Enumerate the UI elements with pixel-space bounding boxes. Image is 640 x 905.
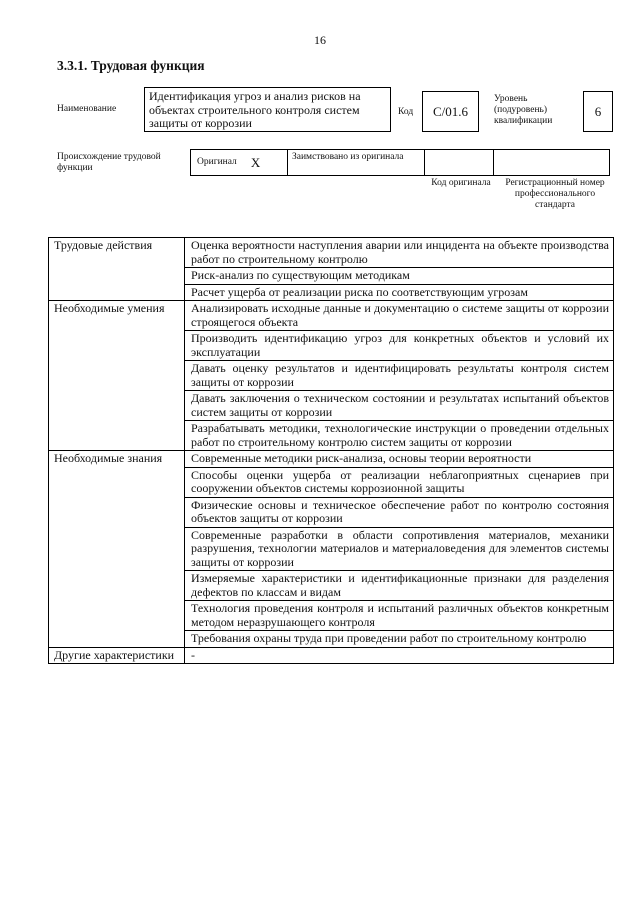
- code-label: Код: [398, 107, 414, 117]
- labor-function-table: [48, 237, 614, 664]
- qualification-level-value: 6: [583, 91, 613, 132]
- knowledge-item: Требования охраны труда при проведении работ по строительному контролю: [185, 631, 614, 648]
- labor-actions-label: Трудовые действия: [49, 238, 185, 301]
- origin-label: Происхождение трудовой функции: [57, 152, 161, 173]
- knowledge-item: Физические основы и техническое обеспечение работ по контролю состояния объектов защиты от коррозии: [185, 497, 614, 527]
- skill-item: Производить идентификацию угроз для конкретных объектов и условий их эксплуатации: [185, 331, 614, 361]
- code-original-cell: [424, 149, 494, 176]
- page-number: 16: [314, 33, 326, 47]
- skill-item: Разрабатывать методики, технологические инструкции о проведении отдельных работ по строительному контролю систем защиты от коррозии: [185, 421, 614, 451]
- knowledge-item: Современные разработки в области сопротивления материалов, механики разрушения, технологии материалов и материаловедения для элементов системы защиты от коррозии: [185, 527, 614, 571]
- borrowed-label: Заимствовано из оригинала: [287, 149, 425, 176]
- original-label: Оригинал: [197, 157, 237, 167]
- labor-action-item: Расчет ущерба от реализации риска по соответствующим угрозам: [185, 284, 614, 301]
- reg-number-caption: Регистрационный номер профессионального стандарта: [505, 178, 605, 210]
- table-row: [49, 238, 614, 268]
- section-title: 3.3.1. Трудовая функция: [57, 58, 205, 73]
- skills-label: Необходимые умения: [49, 301, 185, 451]
- name-label: Наименование: [57, 104, 117, 114]
- table-row: [49, 647, 614, 664]
- labor-action-item: Оценка вероятности наступления аварии или инцидента на объекте производства работ по строительному контролю: [185, 238, 614, 268]
- knowledge-item: Современные методики риск-анализа, основы теории вероятности: [185, 451, 614, 468]
- knowledge-item: Измеряемые характеристики и идентификационные признаки для разделения дефектов по классам и видам: [185, 571, 614, 601]
- knowledge-label: Необходимые знания: [49, 451, 185, 648]
- table-row: [49, 451, 614, 468]
- skill-item: Давать заключения о техническом состоянии и результатах испытаний объектов систем защиты от коррозии: [185, 391, 614, 421]
- origin-table: [191, 149, 613, 176]
- labor-action-item: Риск-анализ по существующим методикам: [185, 268, 614, 285]
- code-value: С/01.6: [422, 91, 479, 132]
- reg-number-cell: [493, 149, 610, 176]
- knowledge-item: Технология проведения контроля и испытаний различных объектов конкретным методом неразрушающего контроля: [185, 601, 614, 631]
- table-row: [49, 301, 614, 331]
- original-mark: X: [250, 154, 261, 170]
- knowledge-item: Способы оценки ущерба от реализации неблагоприятных сценариев при сооружении объектов системы коррозионной защиты: [185, 467, 614, 497]
- other-label: Другие характеристики: [49, 647, 185, 664]
- other-value: -: [185, 647, 614, 664]
- skill-item: Анализировать исходные данные и документацию о системе защиты от коррозии строящегося объекта: [185, 301, 614, 331]
- qualification-level-label: Уровень (подуровень) квалификации: [494, 94, 553, 126]
- code-original-caption: Код оригинала: [431, 178, 491, 188]
- original-cell: [190, 149, 288, 176]
- function-name-value: Идентификация угроз и анализ рисков на объектах строительного контроля систем защиты от коррозии: [144, 87, 391, 132]
- skill-item: Давать оценку результатов и идентифицировать результаты контроля систем защиты от коррозии: [185, 361, 614, 391]
